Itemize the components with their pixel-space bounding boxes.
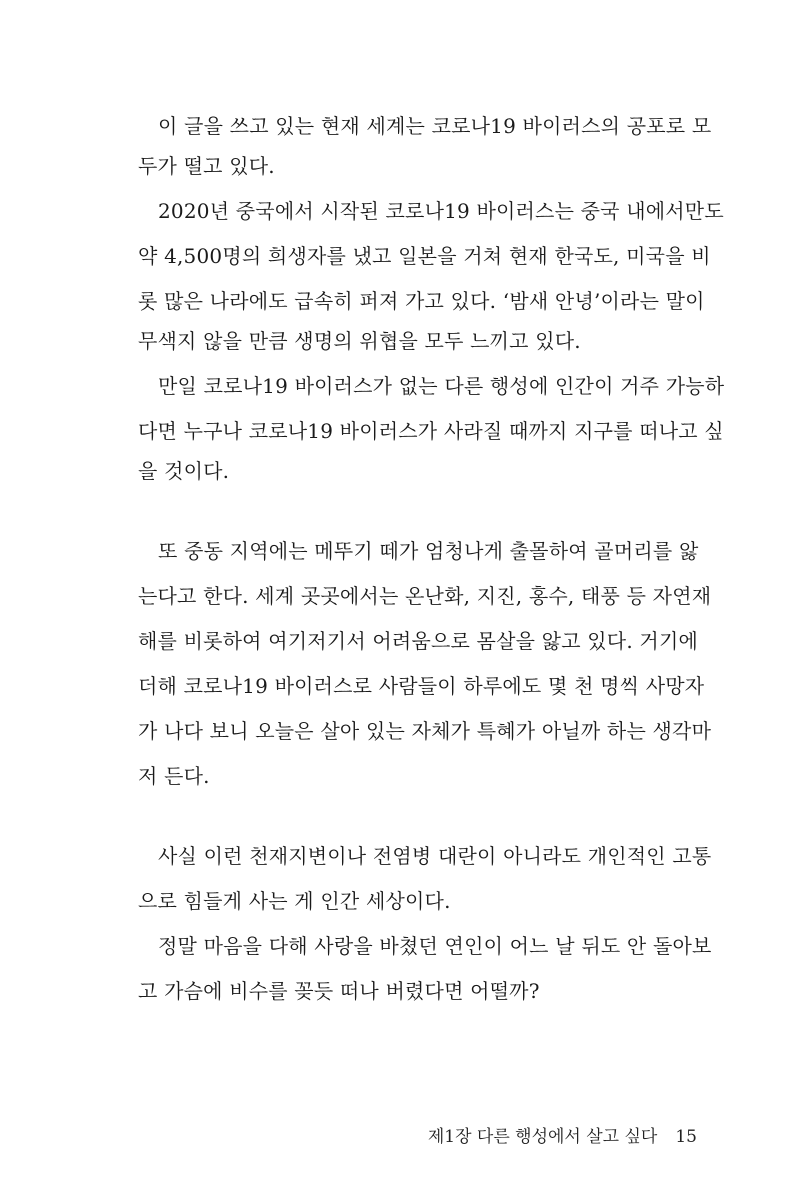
body-line: 무색지 않을 만큼 생명의 위협을 모두 느끼고 있다. bbox=[138, 329, 581, 353]
running-footer bbox=[428, 1125, 697, 1149]
chapter-title: 제1장 다른 행성에서 살고 싶다 bbox=[427, 1127, 658, 1147]
body-line: 해를 비롯하여 여기저기서 어려움으로 몸살을 앓고 있다. 거기에 bbox=[138, 629, 698, 653]
body-line: 롯 많은 나라에도 급속히 퍼져 가고 있다. ‘밤새 안녕’이라는 말이 bbox=[138, 289, 705, 313]
body-line: 저 든다. bbox=[138, 764, 210, 788]
body-line: 사실 이런 천재지변이나 전염병 대란이 아니라도 개인적인 고통 bbox=[158, 844, 712, 868]
page-number: 15 bbox=[675, 1127, 697, 1147]
body-line: 더해 코로나19 바이러스로 사람들이 하루에도 몇 천 명씩 사망자 bbox=[138, 674, 705, 698]
body-line: 가 나다 보니 오늘은 살아 있는 자체가 특혜가 아닐까 하는 생각마 bbox=[138, 719, 712, 743]
body-line: 2020년 중국에서 시작된 코로나19 바이러스는 중국 내에서만도 bbox=[158, 199, 724, 223]
body-line: 정말 마음을 다해 사랑을 바쳤던 연인이 어느 날 뒤도 안 돌아보 bbox=[158, 934, 712, 958]
body-line: 약 4,500명의 희생자를 냈고 일본을 거쳐 현재 한국도, 미국을 비 bbox=[138, 244, 711, 268]
body-line: 또 중동 지역에는 메뚜기 떼가 엄청나게 출몰하여 골머리를 앓 bbox=[158, 539, 699, 563]
body-line: 는다고 한다. 세계 곳곳에서는 온난화, 지진, 홍수, 태풍 등 자연재 bbox=[138, 584, 712, 608]
body-line: 두가 떨고 있다. bbox=[138, 154, 275, 178]
body-line: 다면 누구나 코로나19 바이러스가 사라질 때까지 지구를 떠나고 싶 bbox=[138, 419, 724, 443]
body-line: 이 글을 쓰고 있는 현재 세계는 코로나19 바이러스의 공포로 모 bbox=[158, 114, 712, 138]
body-line: 을 것이다. bbox=[138, 459, 230, 483]
body-line: 고 가슴에 비수를 꽂듯 떠나 버렸다면 어떨까? bbox=[138, 979, 540, 1003]
body-line: 으로 힘들게 사는 게 인간 세상이다. bbox=[138, 889, 451, 913]
body-line: 만일 코로나19 바이러스가 없는 다른 행성에 인간이 거주 가능하 bbox=[158, 374, 725, 398]
